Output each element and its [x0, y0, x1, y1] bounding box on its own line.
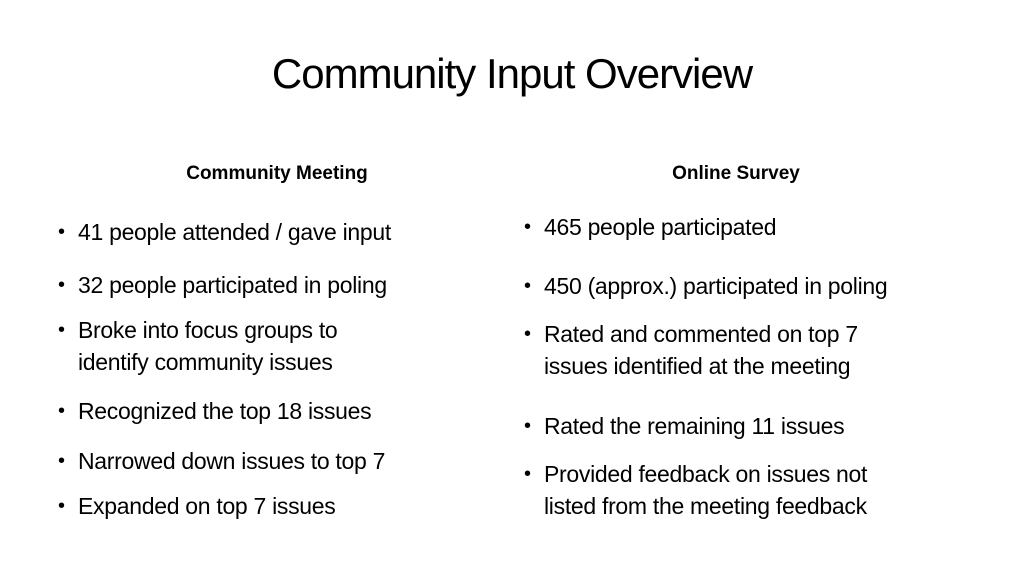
bullet-icon: •	[524, 275, 531, 297]
bullet-icon: •	[524, 323, 531, 345]
bullet-item	[522, 318, 858, 382]
bullet-icon: •	[58, 495, 65, 517]
bullet-icon: •	[58, 450, 65, 472]
slide-title: Community Input Overview	[271, 50, 753, 97]
bullet-item	[56, 490, 336, 522]
bullet-item	[522, 458, 867, 522]
bullet-item	[56, 314, 337, 378]
bullet-text: Expanded on top 7 issues	[78, 493, 336, 519]
bullet-text-line: listed from the meeting feedback	[544, 493, 867, 519]
bullet-text: Narrowed down issues to top 7	[78, 448, 386, 474]
bullet-text-line: identify community issues	[78, 349, 333, 375]
bullet-item	[56, 395, 371, 427]
bullet-text: 450 (approx.) participated in poling	[544, 273, 888, 299]
bullet-item	[522, 270, 887, 302]
bullet-text-line: Broke into focus groups to	[78, 317, 338, 343]
bullet-text: Recognized the top 18 issues	[78, 398, 372, 424]
bullet-icon: •	[58, 319, 65, 341]
bullet-text: 32 people participated in poling	[78, 272, 387, 298]
bullet-icon: •	[58, 400, 65, 422]
bullet-item	[522, 410, 844, 442]
bullet-item	[56, 216, 391, 248]
bullet-icon: •	[58, 221, 65, 243]
bullet-text-line: Provided feedback on issues not	[544, 461, 868, 487]
bullet-icon: •	[524, 415, 531, 437]
bullet-item	[56, 269, 387, 301]
column-heading-online-survey: Online Survey	[672, 163, 800, 184]
column-heading-community-meeting: Community Meeting	[186, 163, 368, 184]
bullet-text-line: issues identified at the meeting	[544, 353, 851, 379]
bullet-item	[522, 211, 776, 243]
bullet-text: Rated the remaining 11 issues	[544, 413, 845, 439]
bullet-text-line: Rated and commented on top 7	[544, 321, 858, 347]
bullet-item	[56, 445, 385, 477]
bullet-icon: •	[58, 274, 65, 296]
bullet-icon: •	[524, 216, 531, 238]
bullet-icon: •	[524, 463, 531, 485]
bullet-text: 41 people attended / gave input	[78, 219, 391, 245]
bullet-text: 465 people participated	[544, 214, 777, 240]
